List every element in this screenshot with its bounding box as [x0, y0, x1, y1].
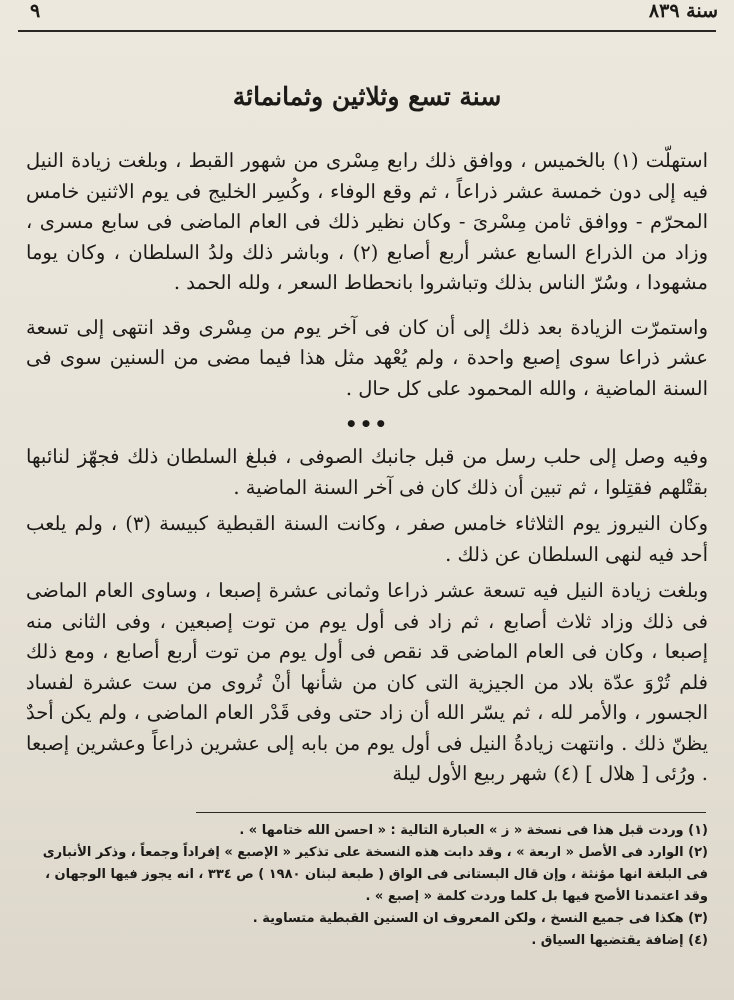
footnotes — [26, 820, 708, 952]
paragraph: وبلغت زيادة النيل فيه تسعة عشر ذراعا وثمانى عشرة إصبعا ، وساوى العام الماضى فى ذلك وزاد ثلاث أصابع ، ثم زاد فى أول يوم من توت إصبعين ، وفى الثانى منه إصبعا ، وكان فى العام الماضى قد نقص فى أول يوم من توت أربع أصابع ، ومع ذلك فلم تُرْوَ عدّة بلاد من الجيزية التى كان من شأنها أنْ تُروى من ست عشرة لفساد الجسور ، والأمر لله ، ثم يسّر الله أن زاد حتى وفى قَدْر العام الماضى ، ولم يكن أحدٌ يظنّ ذلك . وانتهت زيادةُ النيل فى أول يوم من بابه إلى عشرين ذراعاً وعشرين إصبعا . ورُئى [ هلال ] (٤) شهر ربيع الأول ليلة — [26, 579, 708, 785]
header-rule — [18, 30, 716, 32]
footnote: (٣) هكذا فى جميع النسخ ، ولكن المعروف ان السنين القبطية متساوية . — [252, 911, 708, 926]
footnote-rule — [196, 812, 706, 813]
main-text — [26, 146, 708, 804]
paragraph: استهلّت (١) بالخميس ، ووافق ذلك رابع مِسْرى من شهور القبط ، وبلغت زيادة النيل فيه إلى دون خمسة عشر ذراعاً ، ثم وقع الوفاء ، وكُسِر الخليج فى يوم الاثنين خامس المحرّم - ووافق ثامن مِسْرىَ - وكان نظير ذلك فى العام الماضى فى سابع مسرى ، وزاد من الذراع السابع عشر أربع أصابع (٢) ، وباشر ذلك ولدُ السلطان ، وكان يوما مشهودا ، وسُرّ الناس بذلك وتباشروا بانحطاط السعر ، ولله الحمد . — [26, 149, 708, 294]
page-number: ٩ — [30, 0, 41, 22]
running-head: سنة ٨٣٩ — [648, 0, 718, 22]
footnote: (٢) الوارد فى الأصل « اربعة » ، وقد دابت هذه النسخة على تذكير « الإصبع » إفراداً وجمعاً ، وذكر الأنبارى فى البلغة انها مؤنثة ، وإن قال البستانى فى الواق ( طبعة لبنان ١٩٨٠ ) ص ٣٣٤ ، انه يجوز فيها الوجهان ، وقد اعتمدنا الأصح فيها بل كلما وردت كلمة « إصبع » . — [42, 845, 708, 904]
footnote: (١) وردت قبل هذا فى نسخة « ز » العبارة التالية : « احسن الله ختامها » . — [239, 823, 708, 838]
page-header — [0, 0, 734, 34]
footnote: (٤) إضافة يقتضيها السياق . — [531, 933, 708, 948]
chapter-title: سنة تسع وثلاثين وثمانمائة — [232, 82, 502, 111]
paragraph: وكان النيروز يوم الثلاثاء خامس صفر ، وكانت السنة القبطية كبيسة (٣) ، ولم يلعب أحد فيه لنهى السلطان عن ذلك . — [26, 512, 708, 566]
paragraph: وفيه وصل إلى حلب رسل من قبل جانبك الصوفى ، فبلغ السلطان ذلك فجهّز لنائبها بقتْلهم فقتِلوا ، ثم تبين أن ذلك كان فى آخر السنة الماضية . — [26, 445, 708, 499]
section-separator: ••• — [344, 412, 390, 436]
paragraph: واستمرّت الزيادة بعد ذلك إلى أن كان فى آخر يوم من مِسْرى وقد انتهى إلى تسعة عشر ذراعا سوى إصبع واحدة ، ولم يُعْهد مثل هذا فيما مضى من السنين سوى فى السنة الماضية ، والله المحمود على كل حال . — [26, 315, 708, 400]
